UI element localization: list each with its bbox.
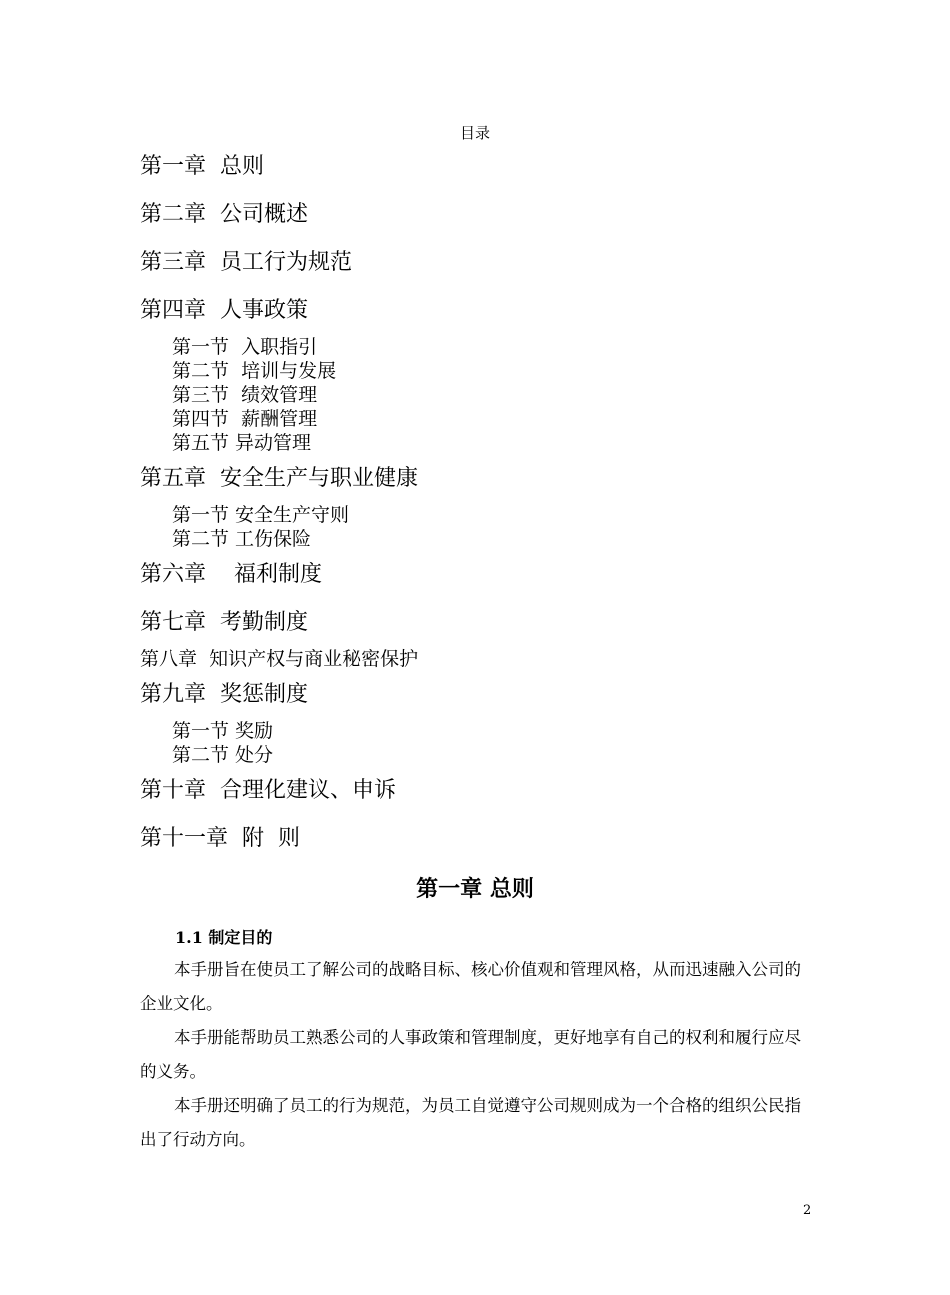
toc-chapter-11: 第十一章 附 则	[140, 826, 300, 851]
toc-section: 第二节 培训与发展	[172, 360, 337, 382]
chapter-heading: 第一章 总则	[416, 877, 534, 902]
toc-chapter-8: 第八章 知识产权与商业秘密保护	[140, 648, 419, 670]
body-paragraph: 本手册还明确了员工的行为规范，为员工自觉遵守公司规则成为一个合格的组织公民指出了行动方向。	[140, 1096, 801, 1149]
toc-chapter-3: 第三章 员工行为规范	[140, 250, 352, 275]
toc-section: 第一节 安全生产守则	[172, 504, 350, 526]
toc-chapter-7: 第七章 考勤制度	[140, 610, 308, 635]
toc-section: 第一节 入职指引	[172, 336, 318, 358]
page-number: 2	[803, 1203, 812, 1218]
toc-chapter-9: 第九章 奖惩制度	[140, 682, 308, 707]
toc-section: 第四节 薪酬管理	[172, 408, 318, 430]
toc-chapter-1: 第一章 总则	[140, 154, 264, 179]
toc-section: 第一节 奖励	[172, 720, 274, 742]
section-heading: 1.1 制定目的	[175, 928, 273, 947]
body-paragraph: 本手册能帮助员工熟悉公司的人事政策和管理制度，更好地享有自己的权利和履行应尽的义务。	[140, 1028, 801, 1081]
toc-title: 目录	[459, 124, 490, 142]
toc-chapter-2: 第二章 公司概述	[140, 202, 308, 227]
toc-section: 第二节 工伤保险	[172, 528, 312, 550]
toc-chapter-6: 第六章 福利制度	[140, 562, 322, 587]
toc-section: 第五节 异动管理	[172, 432, 312, 454]
toc-section: 第三节 绩效管理	[172, 384, 318, 406]
toc-section: 第二节 处分	[172, 744, 274, 766]
body-paragraph: 本手册旨在使员工了解公司的战略目标、核心价值观和管理风格，从而迅速融入公司的企业文化。	[140, 960, 801, 1013]
toc-chapter-10: 第十章 合理化建议、申诉	[140, 778, 396, 803]
toc-chapter-4: 第四章 人事政策	[140, 298, 308, 323]
toc-chapter-5: 第五章 安全生产与职业健康	[140, 466, 418, 491]
